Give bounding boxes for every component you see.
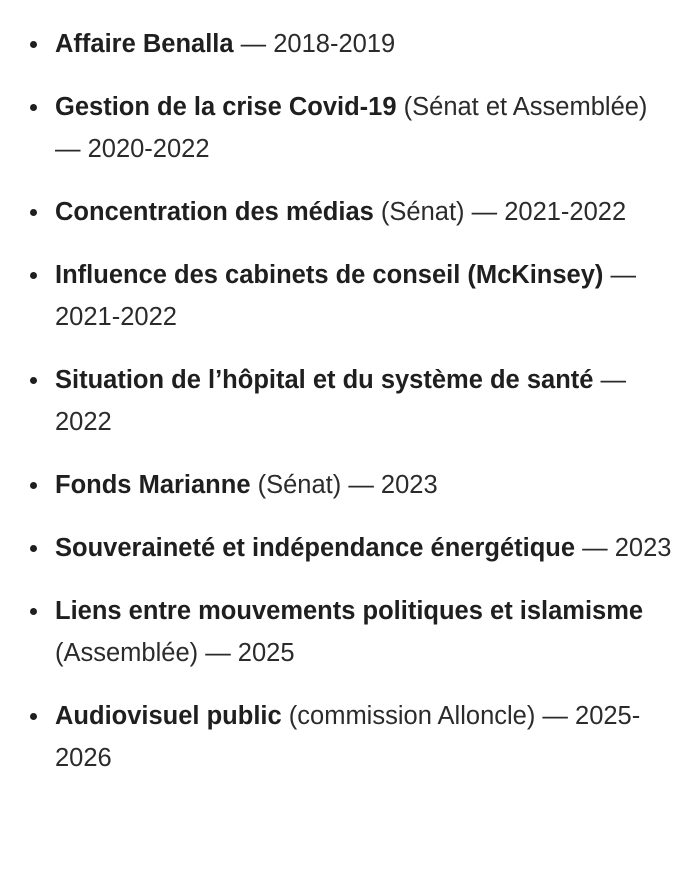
item-title: Liens entre mouvements politiques et islamisme <box>55 597 644 625</box>
item-detail: (commission Alloncle) — 2025-2026 <box>55 702 641 772</box>
list-item <box>0 191 696 233</box>
item-title: Fonds Marianne <box>55 471 251 499</box>
item-detail: (Sénat) — 2023 <box>250 471 438 499</box>
bulleted-list <box>0 23 696 779</box>
item-title: Affaire Benalla <box>55 30 234 58</box>
item-detail: — 2022 <box>55 366 627 436</box>
bullet-icon <box>30 104 37 111</box>
item-detail: — 2018-2019 <box>233 30 396 58</box>
bullet-icon <box>30 608 37 615</box>
list-item <box>0 86 696 170</box>
bullet-icon <box>30 482 37 489</box>
bullet-icon <box>30 209 37 216</box>
bullet-icon <box>30 545 37 552</box>
bullet-icon <box>30 377 37 384</box>
item-detail: (Sénat) — 2021-2022 <box>373 198 627 226</box>
list-item <box>0 359 696 443</box>
item-title: Souveraineté et indépendance énergétique <box>55 534 576 562</box>
list-item <box>0 464 696 506</box>
bullet-icon <box>30 272 37 279</box>
item-detail: — 2023 <box>575 534 672 562</box>
item-detail: (Assemblée) — 2025 <box>55 639 295 667</box>
item-title: Influence des cabinets de conseil (McKinsey) <box>55 261 604 289</box>
item-detail: (Sénat et Assemblée) — 2020-2022 <box>55 93 648 163</box>
item-title: Audiovisuel public <box>55 702 282 730</box>
bullet-icon <box>30 41 37 48</box>
item-title: Situation de l’hôpital et du système de santé <box>55 366 594 394</box>
list-item <box>0 23 696 65</box>
list-item <box>0 527 696 569</box>
item-detail: — 2021-2022 <box>55 261 637 331</box>
item-title: Gestion de la crise Covid-19 <box>55 93 397 121</box>
list-item <box>0 695 696 779</box>
list-item <box>0 590 696 674</box>
list-item <box>0 254 696 338</box>
item-title: Concentration des médias <box>55 198 374 226</box>
bullet-icon <box>30 713 37 720</box>
